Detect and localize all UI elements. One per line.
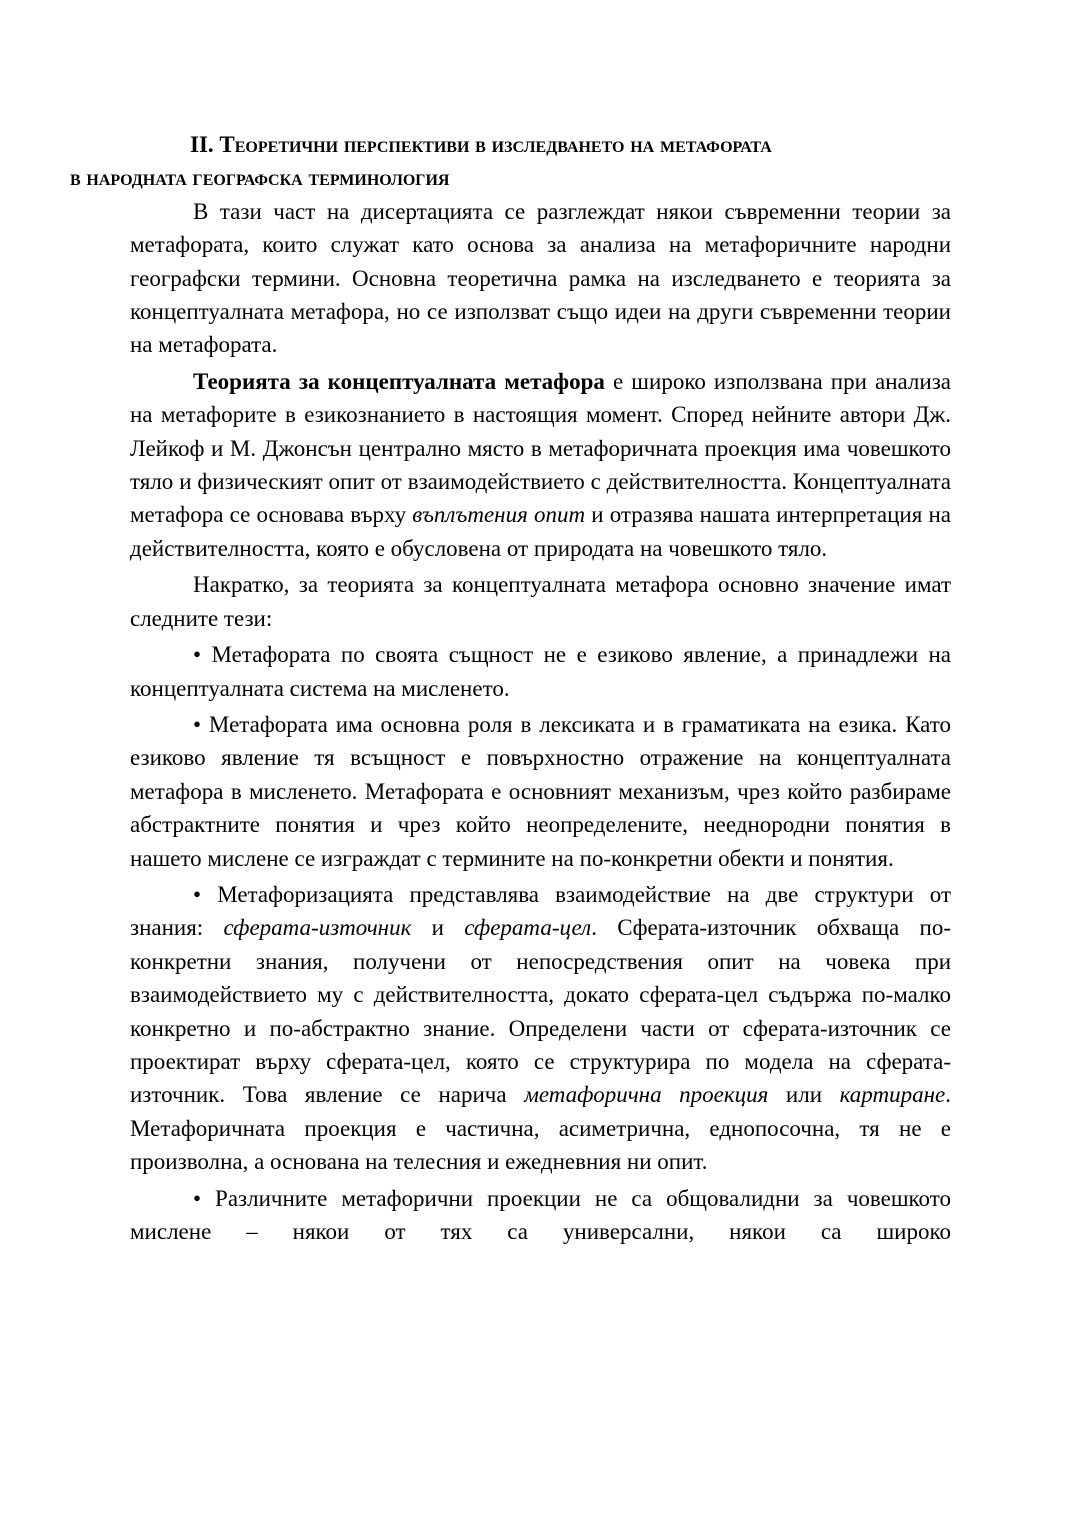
bullet-item-4: • Различните метафорични проекции не са общовалидни за човешкото мислене – някои от тях са универсални, някои са широко (130, 1185, 951, 1244)
bullet-item-1: • Метафората по своята същност не е езиково явление, а принадлежи на концептуалната система на мисленето. (130, 642, 951, 701)
heading-line1: еоретични перспективи в изследването на метафората (234, 132, 772, 157)
bullet-item-2: • Метафората има основна роля в лексиката и в граматиката на езика. Като езиково явление тя всъщност е повърхностно отражение на концептуалната метафора в мисленето. Метафората е основният механизъм, чрез който разбираме абстрактните понятия и чрез който неопределените, нееднородни понятия в нашето мислене се изграждат с термините на по-конкретни обекти и понятия. (130, 711, 951, 871)
bullet3-term-target: сферата-цел (464, 915, 592, 941)
page-content (70, 128, 951, 1248)
theory-term: Теорията за концептуалната метафора (193, 368, 605, 394)
theory-paragraph (130, 365, 951, 565)
heading-prefix: II. Т (190, 132, 235, 157)
bullet3-term-source: сферата-източник (223, 915, 412, 941)
summary-paragraph: Накратко, за теорията за концептуалната метафора основно значение имат следните тези: (130, 572, 951, 631)
bullet3-text-3: . Метафоричната проекция е частична, асиметрична, еднопосочна, тя не е произволна, а основана на телесния и ежедневния ни опит. (130, 1082, 951, 1175)
heading-line2: в народната географска терминология (70, 165, 450, 191)
theory-text-1: е широко използвана при анализа на метафорите в езикознанието в настоящия момент. Според нейните автори Дж. Лейкоф и М. Джонсън централно място в метафоричната проекция има човешкото тяло и физическият опит от взаимодействието с действителността. Концептуалната метафора се основава върху (130, 368, 951, 528)
intro-paragraph: В тази част на дисертацията се разглеждат някои съвременни теории за метафората, които служат като основа за анализа на метафоричните народни географски термини. Основна теоретична рамка на изследването е теорията за концептуалната метафора, но се използват също идеи на други съвременни теории на метафората. (130, 198, 951, 358)
bullet3-text-2: . Сферата-източник обхваща по-конкретни знания, получени от непосредствения опит на човека при взаимодействието му с действителността, докато сферата-цел съдържа по-малко конкретно и по-абстрактно знание. Определени части от сферата-източник се проектират върху сферата-цел, която се структурира по модела на сферата-източник. Това явление се нарича (130, 915, 951, 1108)
section-heading (70, 128, 951, 195)
bullet3-term-mapping: картиране (839, 1082, 946, 1108)
theory-text-2: и отразява нашата интерпретация на действителността, която е обусловена от природата на човешкото тяло. (130, 502, 951, 561)
bullet3-text-1: • Метафоризацията представлява взаимодействие на две структури от знания: (130, 881, 951, 941)
bullet3-term-projection: метафорична проекция (524, 1082, 769, 1108)
theory-italic-term: въплътения опит (412, 502, 586, 528)
bullet3-or: или (768, 1082, 840, 1108)
bullet3-and: и (411, 915, 465, 941)
bullet-item-3 (130, 878, 951, 1179)
